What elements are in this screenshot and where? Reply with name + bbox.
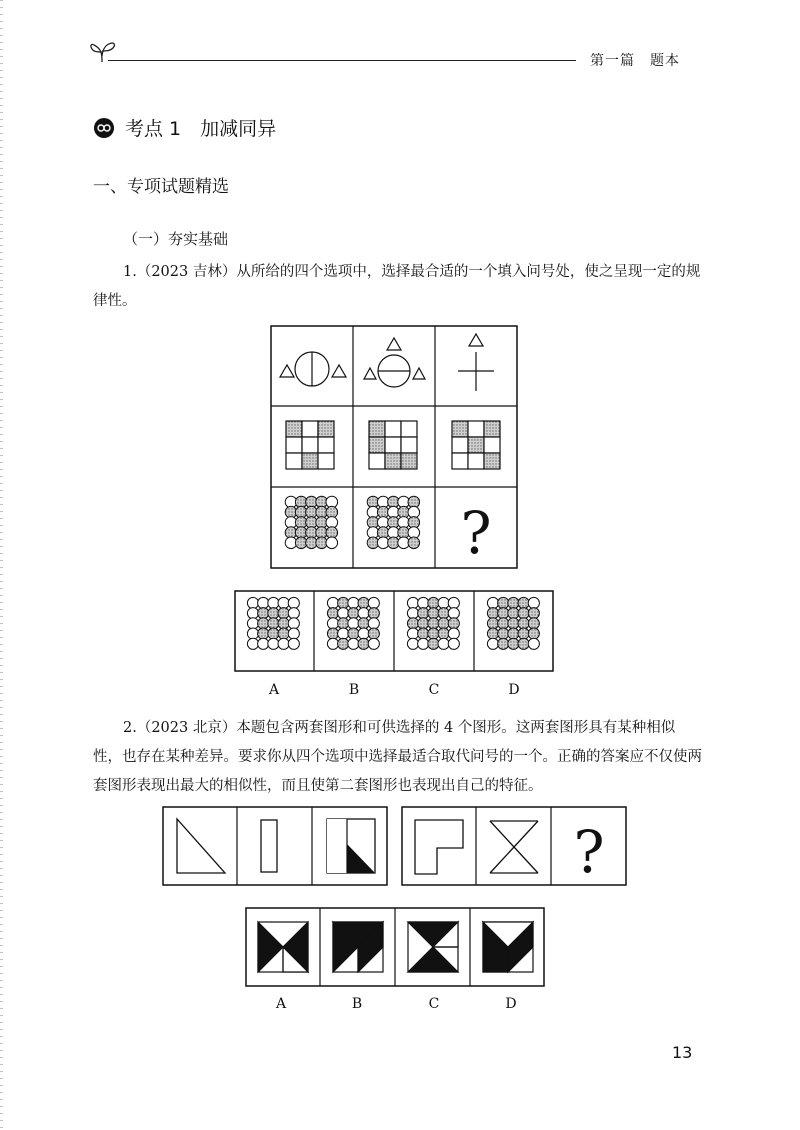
circle-dot — [327, 628, 338, 639]
circle-dot — [448, 597, 459, 608]
circle-dot — [278, 638, 289, 649]
circle-dot — [348, 597, 359, 608]
q2-option-a-figure[interactable] — [258, 922, 308, 972]
circle-dot — [508, 608, 519, 619]
circle-dot — [258, 608, 269, 619]
circle-dot — [407, 608, 418, 619]
circle-dot — [487, 638, 498, 649]
circle-dot — [518, 638, 529, 649]
q2-option-c-figure[interactable] — [408, 922, 458, 972]
circle-dot — [418, 628, 429, 639]
circle-dot — [418, 597, 429, 608]
circle-dot — [247, 628, 258, 639]
q1-option-b-figure[interactable] — [327, 597, 379, 649]
circle-dot — [368, 628, 379, 639]
q1-cell-triangle-cross — [458, 334, 494, 391]
q1-question-mark: ? — [460, 499, 492, 567]
circle-dot — [487, 618, 498, 629]
circle-dot — [348, 608, 359, 619]
circle-dot — [408, 537, 420, 549]
q1-cell-grid-a — [286, 421, 334, 469]
q2-option-b-figure[interactable] — [333, 922, 383, 972]
circle-dot — [278, 618, 289, 629]
question-2-set-2 — [401, 806, 627, 886]
circle-dot — [338, 608, 349, 619]
circle-dot — [438, 618, 449, 629]
circle-dot — [428, 597, 439, 608]
circle-dot — [368, 638, 379, 649]
q1-option-a-figure[interactable] — [247, 597, 299, 649]
circle-dot — [258, 618, 269, 629]
circle-dot — [428, 628, 439, 639]
circle-dot — [358, 597, 369, 608]
section-bullet-icon — [93, 117, 115, 139]
circle-dot — [258, 638, 269, 649]
circle-dot — [498, 618, 509, 629]
circle-dot — [438, 597, 449, 608]
circle-dot — [528, 597, 539, 608]
sub-title: 一、专项试题精选 — [93, 177, 229, 197]
question-2-options — [245, 907, 545, 987]
q1-cell-circle-horizontal — [364, 338, 425, 387]
circle-dot — [278, 628, 289, 639]
circle-dot — [288, 638, 299, 649]
circle-dot — [498, 628, 509, 639]
section-title — [93, 114, 276, 141]
circle-dot — [268, 618, 279, 629]
circle-dot — [268, 638, 279, 649]
circle-dot — [487, 608, 498, 619]
circle-dot — [528, 618, 539, 629]
circle-dot — [348, 618, 359, 629]
q1-cell-circle-grid-b — [367, 496, 419, 548]
circle-dot — [288, 618, 299, 629]
header-rule — [108, 60, 576, 61]
section-title-text: 考点 1 加减同异 — [125, 118, 277, 140]
page-number: 13 — [672, 1043, 693, 1062]
circle-dot — [407, 618, 418, 629]
q2-question-mark: ? — [573, 818, 605, 886]
circle-dot — [247, 608, 258, 619]
circle-dot — [348, 628, 359, 639]
q2-l-shape — [415, 820, 463, 874]
circle-dot — [518, 618, 529, 629]
question-1-text: 1.（2023 吉林）从所给的四个选项中，选择最合适的一个填入问号处，使之呈现一定的规律性。 — [93, 264, 701, 309]
q2-option-d-figure[interactable] — [483, 922, 533, 972]
circle-dot — [438, 638, 449, 649]
question-2-text: 2.（2023 北京）本题包含两套图形和可供选择的 4 个图形。这两套图形具有某种相似性，也存在某种差异。要求你从四个选项中选择最适合取代问号的一个。正确的答案应不仅使两套图形表现出最大的相似性，而且使第二套图形也表现出自己的特征。 — [93, 720, 702, 794]
circle-dot — [288, 597, 299, 608]
circle-dot — [428, 618, 439, 629]
q2-option-d-label[interactable]: D — [505, 996, 517, 1012]
circle-dot — [487, 597, 498, 608]
q1-option-b-label[interactable]: B — [348, 682, 360, 698]
circle-dot — [528, 638, 539, 649]
circle-dot — [528, 608, 539, 619]
circle-dot — [258, 628, 269, 639]
circle-dot — [428, 608, 439, 619]
q1-option-a-label[interactable]: A — [268, 682, 280, 698]
circle-dot — [368, 618, 379, 629]
circle-dot — [278, 608, 289, 619]
circle-dot — [498, 608, 509, 619]
circle-dot — [407, 638, 418, 649]
question-1-grid — [270, 325, 518, 569]
circle-dot — [418, 638, 429, 649]
q2-tall-rectangle — [261, 820, 277, 872]
circle-dot — [418, 618, 429, 629]
q2-option-a-label[interactable]: A — [275, 996, 287, 1012]
circle-dot — [438, 628, 449, 639]
circle-dot — [258, 597, 269, 608]
circle-dot — [278, 597, 289, 608]
q1-option-d-figure[interactable] — [487, 597, 539, 649]
circle-dot — [247, 597, 258, 608]
circle-dot — [498, 597, 509, 608]
circle-dot — [268, 628, 279, 639]
circle-dot — [368, 597, 379, 608]
q2-half-shaded-shape — [327, 819, 375, 873]
circle-dot — [518, 628, 529, 639]
circle-dot — [268, 597, 279, 608]
circle-dot — [327, 608, 338, 619]
question-2-set-1 — [162, 806, 388, 886]
circle-dot — [288, 608, 299, 619]
q2-hourglass — [490, 821, 538, 873]
q1-cell-circle-vertical — [280, 352, 346, 386]
circle-dot — [407, 628, 418, 639]
circle-dot — [487, 628, 498, 639]
circle-dot — [368, 608, 379, 619]
circle-dot — [508, 597, 519, 608]
circle-dot — [327, 597, 338, 608]
q1-option-d-label[interactable]: D — [508, 682, 520, 698]
circle-dot — [358, 608, 369, 619]
q2-option-b-label[interactable]: B — [351, 996, 363, 1012]
q2-option-c-label[interactable]: C — [428, 996, 440, 1012]
circle-dot — [508, 628, 519, 639]
q1-cell-circle-grid-a — [285, 496, 337, 548]
circle-dot — [247, 638, 258, 649]
circle-dot — [348, 638, 359, 649]
circle-dot — [327, 618, 338, 629]
circle-dot — [407, 597, 418, 608]
circle-dot — [338, 628, 349, 639]
circle-dot — [518, 608, 529, 619]
q1-option-c-label[interactable]: C — [428, 682, 440, 698]
q2-right-triangle — [177, 819, 225, 873]
circle-dot — [508, 618, 519, 629]
q1-cell-grid-b — [369, 421, 417, 469]
question-1-options — [234, 590, 554, 672]
circle-dot — [358, 618, 369, 629]
circle-dot — [247, 618, 258, 629]
circle-dot — [327, 638, 338, 649]
circle-dot — [338, 638, 349, 649]
circle-dot — [288, 628, 299, 639]
circle-dot — [428, 638, 439, 649]
circle-dot — [358, 638, 369, 649]
circle-dot — [338, 597, 349, 608]
circle-dot — [448, 618, 459, 629]
circle-dot — [528, 628, 539, 639]
circle-dot — [448, 628, 459, 639]
circle-dot — [418, 608, 429, 619]
q1-cell-grid-c — [452, 421, 500, 469]
circle-dot — [358, 628, 369, 639]
circle-dot — [448, 638, 459, 649]
circle-dot — [518, 597, 529, 608]
leaf-icon — [88, 38, 118, 62]
circle-dot — [438, 608, 449, 619]
circle-dot — [448, 608, 459, 619]
sub-sub-title: （一）夯实基础 — [123, 230, 229, 248]
header-section-label: 第一篇 题本 — [590, 53, 680, 69]
page-edge-dots — [0, 0, 3, 1130]
circle-dot — [508, 638, 519, 649]
q1-option-c-figure[interactable] — [407, 597, 459, 649]
circle-dot — [498, 638, 509, 649]
circle-dot — [338, 618, 349, 629]
circle-dot — [326, 537, 338, 549]
circle-dot — [268, 608, 279, 619]
